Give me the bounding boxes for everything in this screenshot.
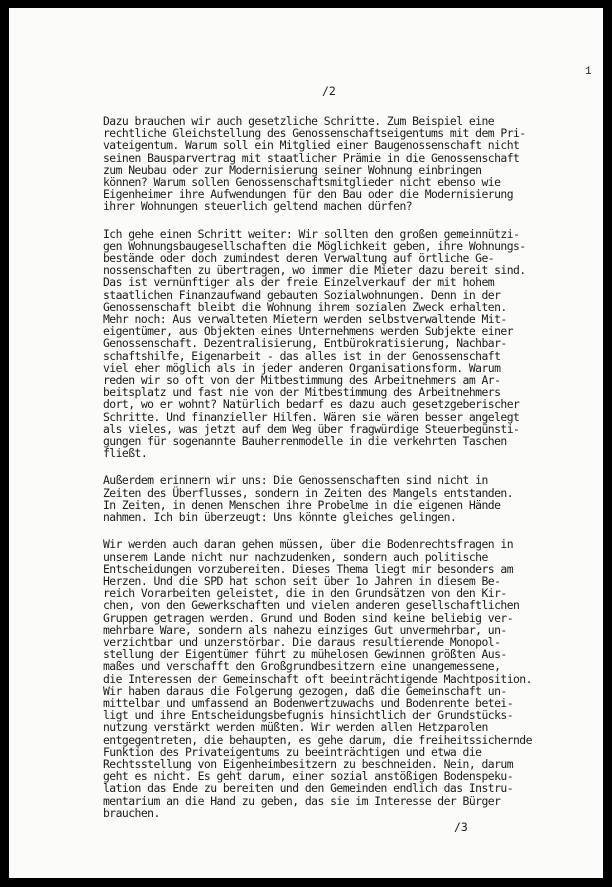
text-line: geht es nicht. Es geht darum, einer sozial anstößigen Bodenspeku- [103,769,514,784]
text-line: die Interessen der Gemeinschaft oft beeinträchtigende Machtposition. [103,671,532,686]
text-line: Außerdem erinnern wir uns: Die Genossenschaften sind nicht in [103,473,488,488]
text-line: mentarium an die Hand zu geben, das sie im Interesse der Bürger [103,793,501,808]
text-line: In Zeiten, in denen Menschen ihre Probelme in die eigenen Hände [103,497,501,512]
text-line: bestände oder doch zumindest deren Verwaltung auf örtliche Ge- [103,251,495,266]
text-line: Herzen. Und die SPD hat schon seit über 1o Jahren in diesem Be- [103,573,501,588]
text-line: eigentümer, aus Objekten eines Unternehmens werden Subjekte einer [103,324,514,339]
document-page [9,8,603,878]
text-line: schaftshilfe, Eigenarbeit - das alles ist in der Genossenschaft [103,348,501,363]
text-line: ihrer Wohnungen steuerlich geltend machen dürfen? [103,199,413,214]
text-line: Schritte. Und finanzieller Hilfen. Wären sie wären besser angelegt [103,409,520,424]
text-line: viel eher möglich als in jeder anderen Organisationsform. Warum [103,360,501,375]
text-line: Genossenschaft. Dezentralisierung, Entbürokratisierung, Nachbar- [103,336,507,351]
text-line: Funktion des Privateigentums zu beeinträchtigen und etwa die [103,744,482,759]
text-line: ligt und ihre Entscheidungsbefugnis hinsichtlich der Grundstücks- [103,708,514,723]
text-line: Gruppen getragen werden. Grund und Boden sind keine beliebig ver- [103,610,514,625]
paragraph [103,474,563,523]
text-line: nahmen. Ich bin überzeugt: Uns könnte gleiches gelingen. [103,510,457,525]
text-line: Entscheidungen vorzubereiten. Dieses Thema liegt mir besonders am [103,561,514,576]
paragraph [103,115,563,213]
text-line: rechtliche Gleichstellung des Genossenschaftseigentums mit dem Pri- [103,126,526,141]
text-line: Ich gehe einen Schritt weiter: Wir sollten den großen gemeinnützi- [103,226,520,241]
text-line: mehrbare Ware, sondern als nahezu einziges Gut unvermehrbar, un- [103,622,507,637]
corner-mark: 1 [585,66,592,78]
page-number-top: /2 [322,84,336,98]
text-line: mittelbar und umfassend an Bodenwertzuwachs und Bodenrente betei- [103,695,514,710]
text-line: Wir werden auch daran gehen müssen, über die Bodenrechtsfragen in [103,537,514,552]
text-line: staatlichen Finanzaufwand gebauten Sozialwohnungen. Denn in der [103,287,501,302]
text-line: reich Vorarbeiten geleistet, die in den Grundsätzen von den Kir- [103,586,507,601]
text-line: Eigenheimer ihre Aufwendungen für den Bau oder die Modernisierung [103,187,514,202]
text-line: Dazu brauchen wir auch gesetzliche Schritte. Zum Beispiel eine [103,114,495,128]
text-line: stellung der Eigentümer führt zu mühelosen Gewinnen größten Aus- [103,647,507,662]
paragraph [103,538,563,819]
text-line: reden wir so oft von der Mitbestimmung des Arbeitnehmers am Ar- [103,373,501,388]
text-line: gen Wohnungsbaugesellschaften die Möglichkeit geben, ihre Wohnungs- [103,238,526,253]
text-line: Das ist vernünftiger als der freie Einzelverkauf der mit hohem [103,275,495,290]
text-line: Mehr noch: Aus verwalteten Mietern werden selbstverwaltende Mit- [103,312,507,327]
text-line: seinen Bausparvertrag mit staatlicher Prämie in die Genossenschaft [103,150,520,165]
paragraph [103,228,563,460]
text-line: nossenschaften zu übertragen, wo immer die Mieter dazu bereit sind. [103,263,526,278]
text-line: nutzung verstärkt werden müßten. Wir werden allen Hetzparolen [103,720,488,735]
text-line: Zeiten des Überflusses, sondern in Zeiten des Mangels entstanden. [103,485,514,500]
text-line: zum Neubau oder zur Modernisierung seiner Wohnung einbringen [103,162,482,177]
text-line: vateigentum. Warum soll ein Mitglied einer Baugenossenschaft nicht [103,138,520,153]
text-line: dort, wo er wohnt? Natürlich bedarf es dazu auch gesetzgeberischer [103,397,520,412]
text-line: Wir haben daraus die Folgerung gezogen, daß die Gemeinschaft un- [103,683,507,698]
text-line: gungen für sogenannte Bauherrenmodelle in die verkehrten Taschen [103,434,507,449]
text-line: verzichtbar und unzerstörbar. Die daraus resultierende Monopol- [103,634,501,649]
text-line: beitsplatz und fast nie von der Mitbestimmung des Arbeitnehmers [103,385,501,400]
text-line: unserem Lande nicht nur nachzudenken, sondern auch politische [103,549,488,564]
page-number-bottom: /3 [454,820,468,834]
text-line: maßes und verschafft den Großgrundbesitzern eine unangemessene, [103,659,501,674]
text-line: Rechtsstellung von Eigenheimbesitzern zu beschneiden. Nein, darum [103,756,514,771]
text-line: können? Warum sollen Genossenschaftsmitglieder nicht ebenso wie [103,175,501,190]
document-body [103,115,563,834]
text-line: lation das Ende zu bereiten und den Gemeinden endlich das Instru- [103,781,514,796]
text-line: entgegentreten, die behaupten, es gehe darum, die freiheitssichernde [103,732,532,747]
text-line: Genossenschaft bleibt die Wohnung ihrem sozialen Zweck erhalten. [103,299,507,314]
text-line: fließt. [103,446,148,461]
text-line: als vieles, was jetzt auf dem Weg über fragwürdige Steuerbegünsti- [103,421,520,436]
text-line: brauchen. [103,805,160,820]
text-line: chen, von den Gewerkschaften und vielen anderen gesellschaftlichen [103,598,520,613]
